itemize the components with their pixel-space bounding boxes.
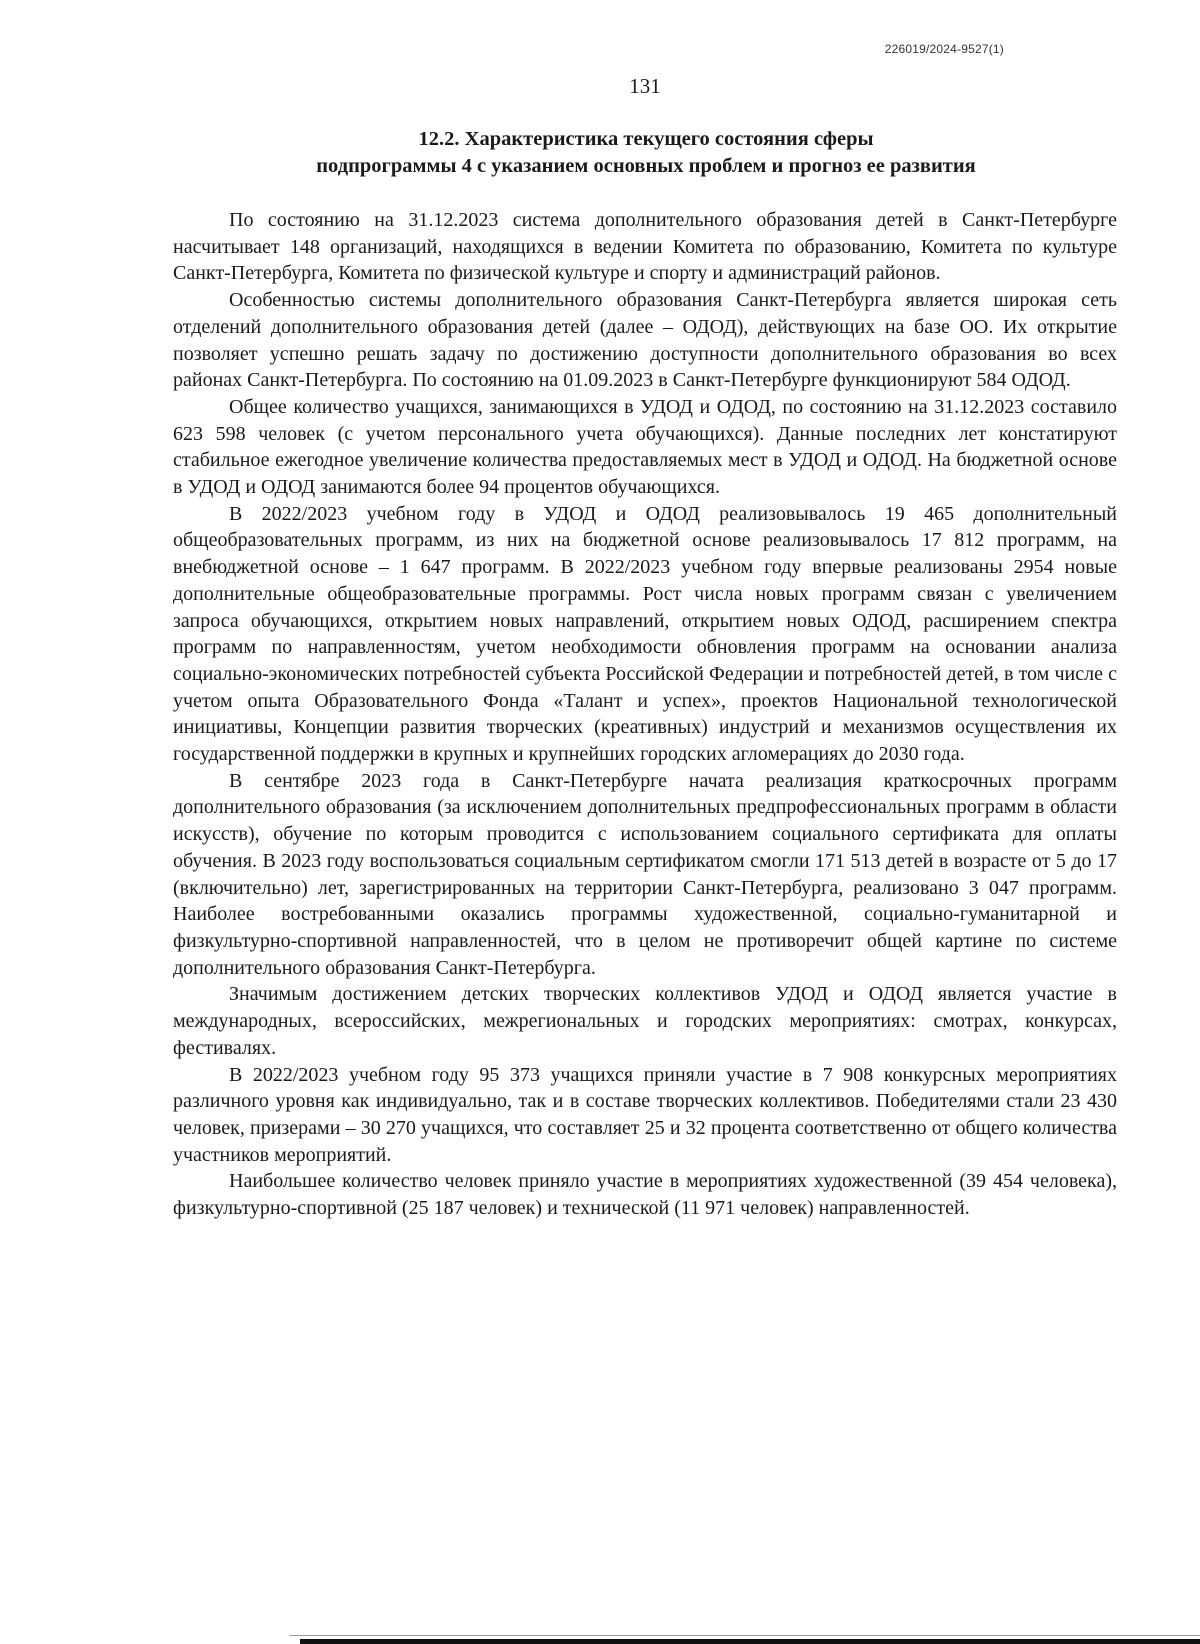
scan-bottom-edge <box>300 1639 1200 1644</box>
section-heading <box>176 126 1116 180</box>
paragraph: Особенностью системы дополнительного образования Санкт-Петербурга является широкая сеть отделений дополнительного образования детей (далее – ОДОД), действующих на базе ОО. Их открытие позволяет успешно решать задачу по достижению доступности дополнительного образования во всех районах Санкт-Петербурга. По состоянию на 01.09.2023 в Санкт-Петербурге функционируют 584 ОДОД. <box>173 289 1117 392</box>
section-heading-line-2: подпрограммы 4 с указанием основных проблем и прогноз ее развития <box>316 155 976 177</box>
section-heading-line-1: 12.2. Характеристика текущего состояния сферы <box>418 128 874 150</box>
document-registration-number: 226019/2024-9527(1) <box>884 42 1004 56</box>
paragraph: Значимым достижением детских творческих коллективов УДОД и ОДОД является участие в международных, всероссийских, межрегиональных и городских мероприятиях: смотрах, конкурсах, фестивалях. <box>173 983 1117 1059</box>
document-body <box>173 207 1117 1222</box>
paragraph: В сентябре 2023 года в Санкт-Петербурге начата реализация краткосрочных программ дополнительного образования (за исключением дополнительных предпрофессиональных программ в области искусств), обучение по которым проводится с использованием социального сертификата для оплаты обучения. В 2023 году воспользоваться социальным сертификатом смогли 171 513 детей в возрасте от 5 до 17 (включительно) лет, зарегистрированных на территории Санкт-Петербурга, реализовано 3 047 программ. Наиболее востребованными оказались программы художественной, социально-гуманитарной и физкультурно-спортивной направленностей, что в целом не противоречит общей картине по системе дополнительного образования Санкт-Петербурга. <box>173 769 1117 979</box>
paragraph: По состоянию на 31.12.2023 система дополнительного образования детей в Санкт-Петербурге насчитывает 148 организаций, находящихся в ведении Комитета по образованию, Комитета по культуре Санкт-Петербурга, Комитета по физической культуре и спорту и администраций районов. <box>173 209 1117 285</box>
paragraph: В 2022/2023 учебном году в УДОД и ОДОД реализовывалось 19 465 дополнительный общеобразовательных программ, из них на бюджетной основе реализовывалось 17 812 программ, на внебюджетной основе – 1 647 программ. В 2022/2023 учебном году впервые реализованы 2954 новые дополнительные общеобразовательные программы. Рост числа новых программ связан с увеличением запроса обучающихся, открытием новых направлений, открытием новых ОДОД, расширением спектра программ по направленностям, учетом необходимости обновления программ на основании анализа социально-экономических потребностей субъекта Российской Федерации и потребностей детей, в том числе с учетом опыта Образовательного Фонда «Талант и успех», проектов Национальной технологической инициативы, Концепции развития творческих (креативных) индустрий и механизмов осуществления их государственной поддержки в крупных и крупнейших городских агломерациях до 2030 года. <box>173 502 1117 766</box>
page-number: 131 <box>629 74 661 98</box>
paragraph: Общее количество учащихся, занимающихся в УДОД и ОДОД, по состоянию на 31.12.2023 составило 623 598 человек (с учетом персонального учета обучающихся). Данные последних лет констатируют стабильное ежегодное увеличение количества предоставляемых мест в УДОД и ОДОД. На бюджетной основе в УДОД и ОДОД занимаются более 94 процентов обучающихся. <box>173 395 1117 499</box>
paragraph: В 2022/2023 учебном году 95 373 учащихся приняли участие в 7 908 конкурсных мероприятиях различного уровня как индивидуально, так и в составе творческих коллективов. Победителями стали 23 430 человек, призерами – 30 270 учащихся, что составляет 25 и 32 процента соответственно от общего количества участников мероприятий. <box>173 1063 1117 1166</box>
scan-edge-line <box>290 1635 1200 1636</box>
paragraph: Наибольшее количество человек приняло участие в мероприятиях художественной (39 454 человека), физкультурно-спортивной (25 187 человек) и технической (11 971 человек) направленностей. <box>173 1170 1117 1220</box>
